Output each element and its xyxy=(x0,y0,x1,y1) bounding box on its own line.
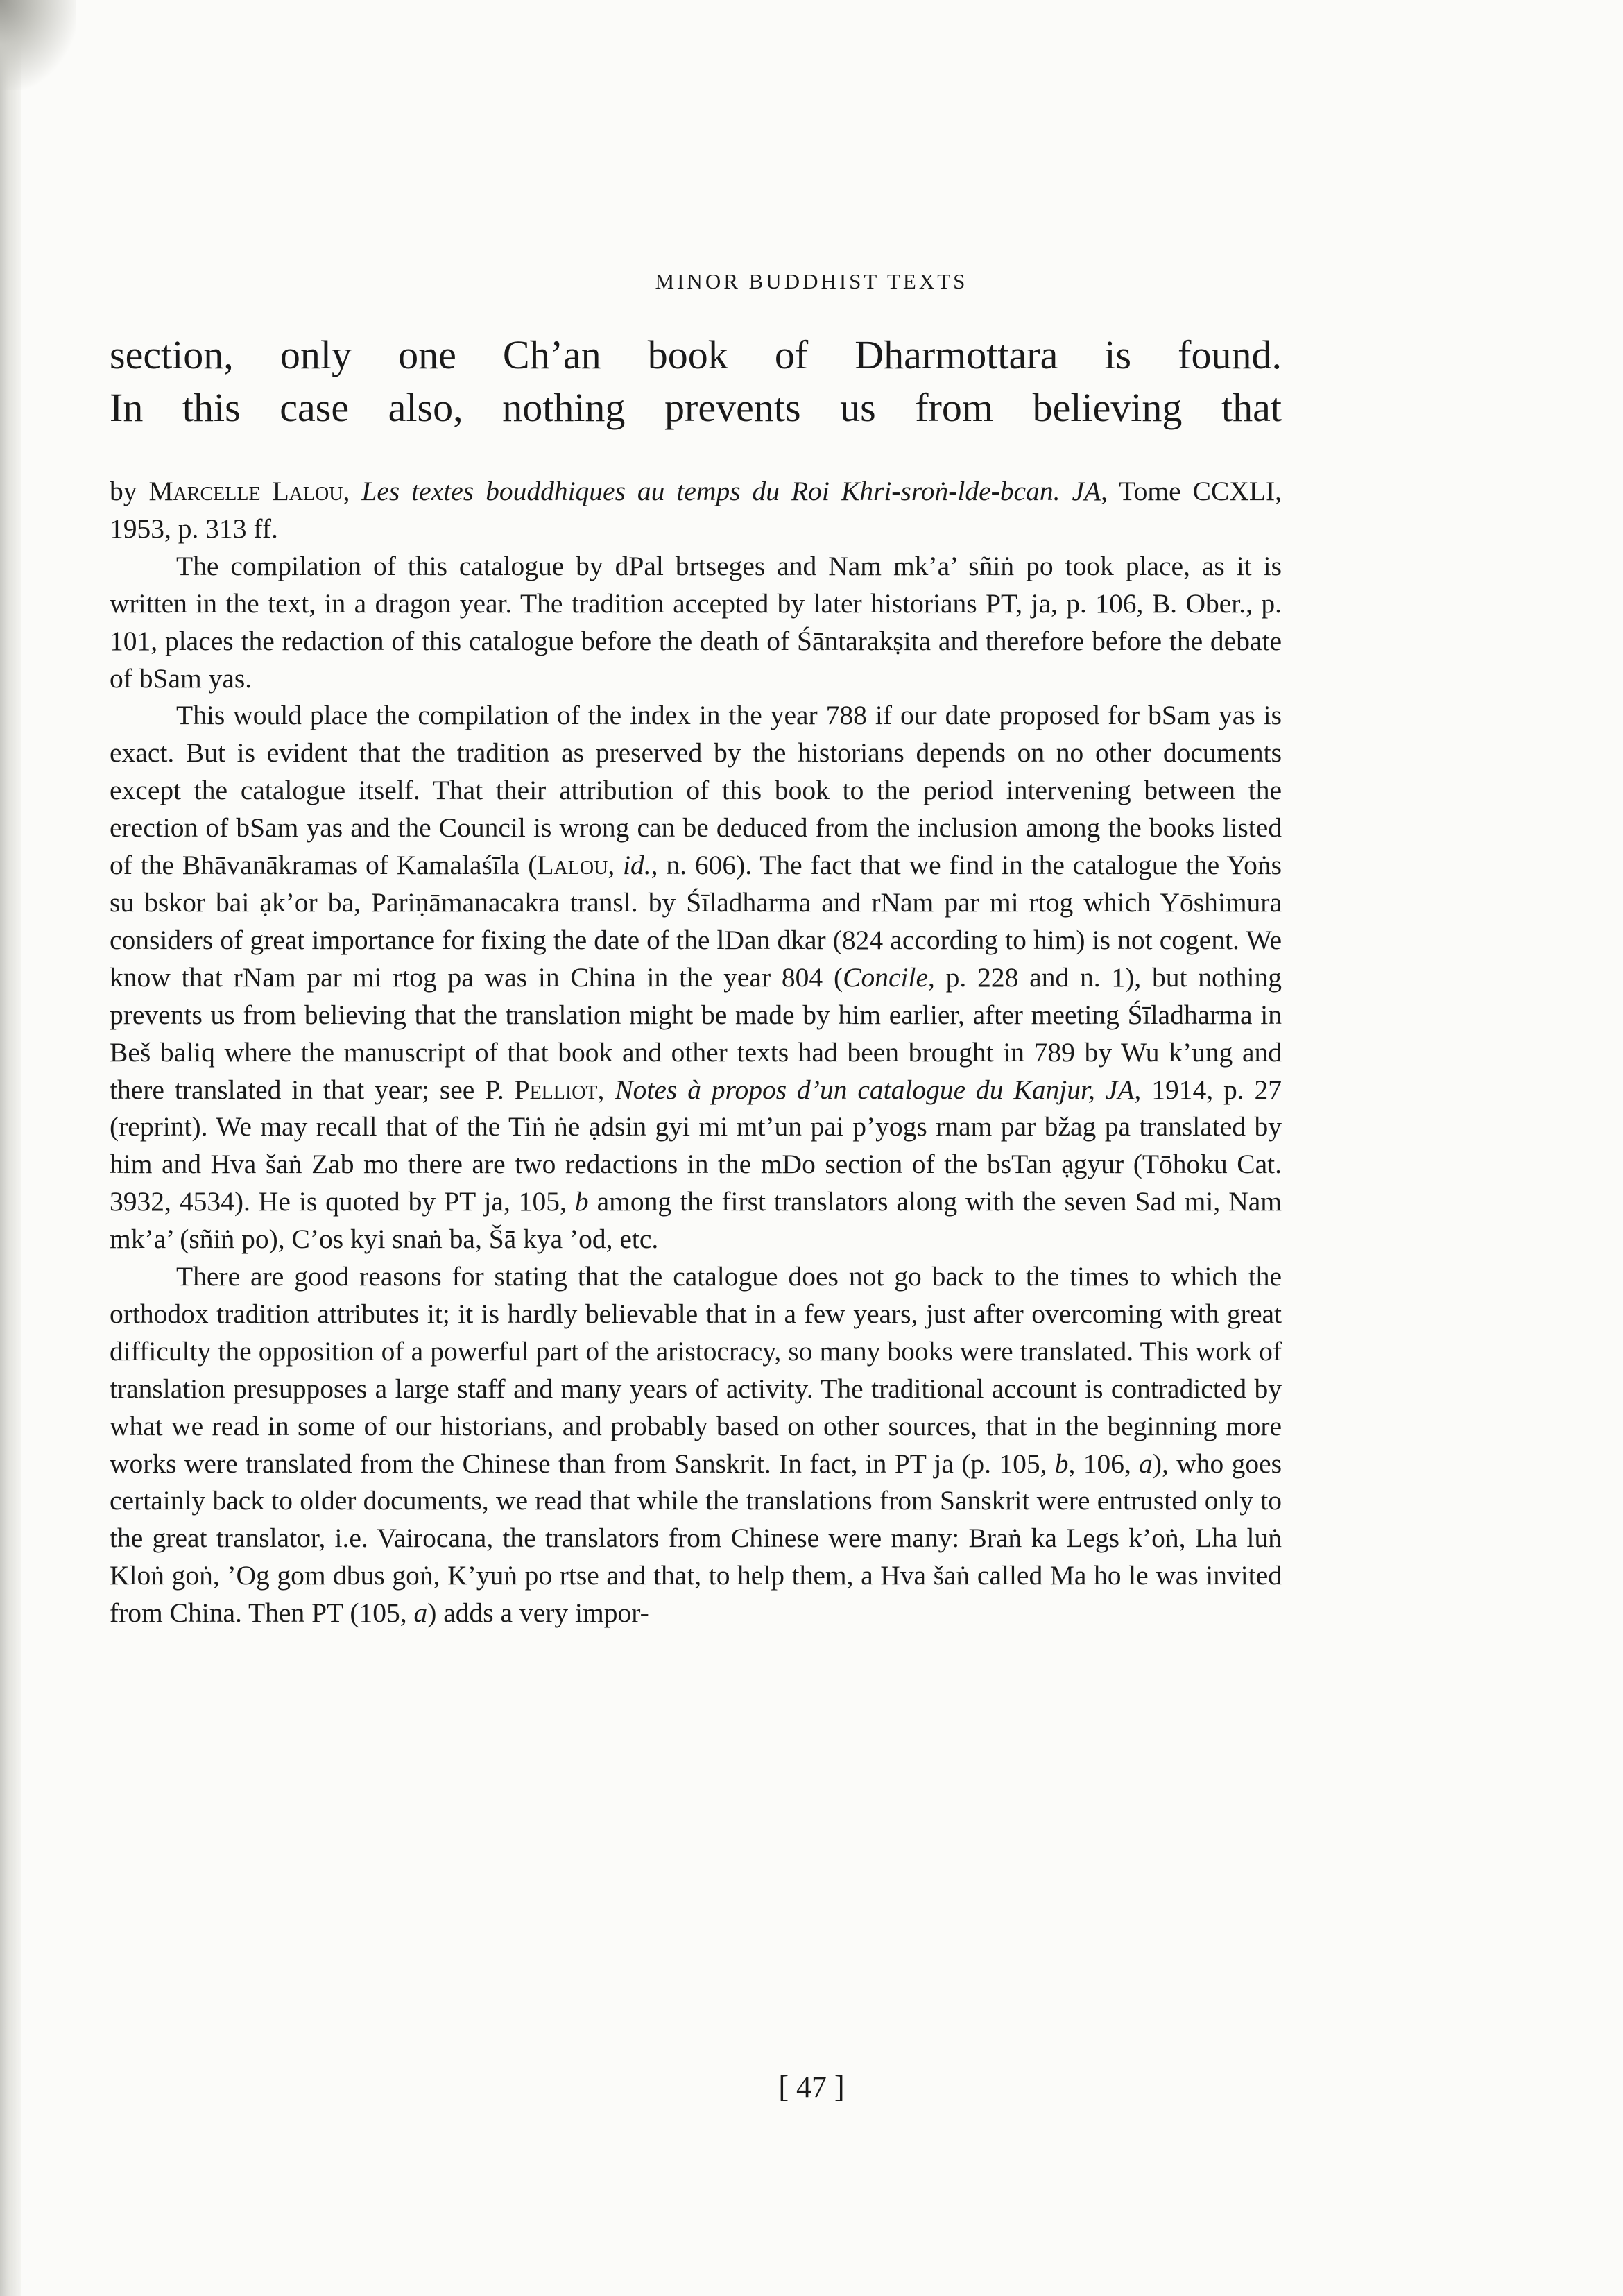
footnote-paragraph xyxy=(110,697,1282,1258)
folio-side: a xyxy=(413,1597,428,1629)
footnote-block xyxy=(110,473,1282,1632)
author-name: Pelliot xyxy=(514,1074,598,1105)
folio-side: b xyxy=(1054,1448,1069,1479)
footnote-paragraph: The compilation of this catalogue by dPal brtseges and Nam mk’a’ sñiṅ po took place, as it is written in the text, in a dragon year. The tradition accepted by later historians PT, ja, p. 106, B. Ober., p. 101, places the redaction of this catalogue before the death of Śāntarakṣita and therefore before the debate of bSam yas. xyxy=(110,550,1282,694)
author-name: Lalou xyxy=(537,850,608,881)
scan-edge-shadow xyxy=(0,0,21,2296)
main-text-line: section, only one Ch’an book of Dharmottara is found. xyxy=(110,332,1282,377)
footnote-text: among the first translators along with the seven Sad mi, Nam mk’a’ (sñiṅ po), C’os kyi snaṅ ba, Šā kya ’od, etc. xyxy=(110,1186,1282,1255)
main-text-continuation xyxy=(110,329,1282,434)
footnote-text: This would place the compilation of the index in the year 788 if our date proposed for bSam yas is exact. But is evident that the tradition as preserved by the historians depends on no other documents except the catalogue itself. That their attribution of this book to the period intervening between the erection of bSam yas and the Council is wrong can be deduced from the inclusion among the books listed of the Bhāvanākramas of Kamalaśīla ( xyxy=(110,700,1282,881)
main-text-line: In this case also, nothing prevents us from believing that xyxy=(110,385,1282,430)
folio-side: b xyxy=(574,1186,589,1217)
footnote-paragraph xyxy=(110,1258,1282,1632)
running-head: MINOR BUDDHIST TEXTS xyxy=(655,269,968,293)
work-title: Notes à propos d’un catalogue du Kanjur, JA xyxy=(615,1074,1135,1105)
folio-side: a xyxy=(1139,1448,1153,1479)
work-title: Concile xyxy=(843,961,928,993)
footnote-paragraph-citation xyxy=(110,473,1282,548)
footnote-text: ) adds a very impor- xyxy=(427,1597,649,1629)
footnote-text: , Tome CCXLI, 1953, p. 313 ff. xyxy=(110,476,1282,544)
footnote-text: , p. 228 and n. 1), but nothing prevents us from believing that the translation might be made by him earlier, after meeting Śīladharma in Beš baliq where the manuscript of that book and other texts had been brought in 789 by Wu k’ung and there translated in that year; see P. xyxy=(110,961,1282,1105)
work-title: Les textes bouddhiques au temps du Roi Khri-sroṅ-lde-bcan. JA xyxy=(361,476,1101,506)
footnote-text: , xyxy=(597,1074,615,1105)
citation-abbrev: id. xyxy=(623,850,651,881)
footnote-text: , xyxy=(608,850,624,881)
footnote-text: by xyxy=(110,476,149,506)
footnote-text: , 106, xyxy=(1068,1448,1140,1479)
footnote-text: , xyxy=(343,476,362,506)
footnote-text: ), who goes certainly back to older documents, we read that while the translations from Sanskrit were entrusted only to the great translator, i.e. Vairocana, the translators from Chinese were many: Braṅ ka Legs k’oṅ, Lha luṅ Kloṅ goṅ, ’Og gom dbus goṅ, K’yuṅ po rtse and that, to help them, a Hva šaṅ called Ma ho le was invited from China. Then PT (105, xyxy=(110,1448,1282,1629)
footnote-text: , n. 606). The fact that we find in the catalogue the Yoṅs su bskor bai ạk’or ba, Pariṇāmanacakra transl. by Śīladharma and rNam par mi rtog which Yōshimura considers of great importance for fixing the date of the lDan dkar (824 according to him) is not cogent. We know that rNam par mi rtog pa was in China in the year 804 ( xyxy=(110,850,1282,993)
footnote-text: , 1914, p. 27 (reprint). We may recall that of the Tiṅ ṅe ạdsin gyi mi mt’un pai p’yogs rnam par bžag pa translated by him and Hva šaṅ Zab mo there are two redactions in the mDo section of the bsTan ạgyur (Tōhoku Cat. 3932, 4534). He is quoted by PT ja, 105, xyxy=(110,1074,1282,1217)
footnote-text: There are good reasons for stating that the catalogue does not go back to the times to which the orthodox tradition attributes it; it is hardly believable that in a few years, just after overcoming with great difficulty the opposition of a powerful part of the aristocracy, so many books were translated. This work of translation presupposes a large staff and many years of activity. The traditional account is contradicted by what we read in some of our historians, and probably based on other sources, that in the beginning more works were translated from the Chinese than from Sanskrit. In fact, in PT ja (p. 105, xyxy=(110,1261,1282,1479)
author-name: Marcelle Lalou xyxy=(148,476,343,506)
scan-corner-shadow xyxy=(0,0,76,90)
page-number: [ 47 ] xyxy=(778,2070,845,2104)
